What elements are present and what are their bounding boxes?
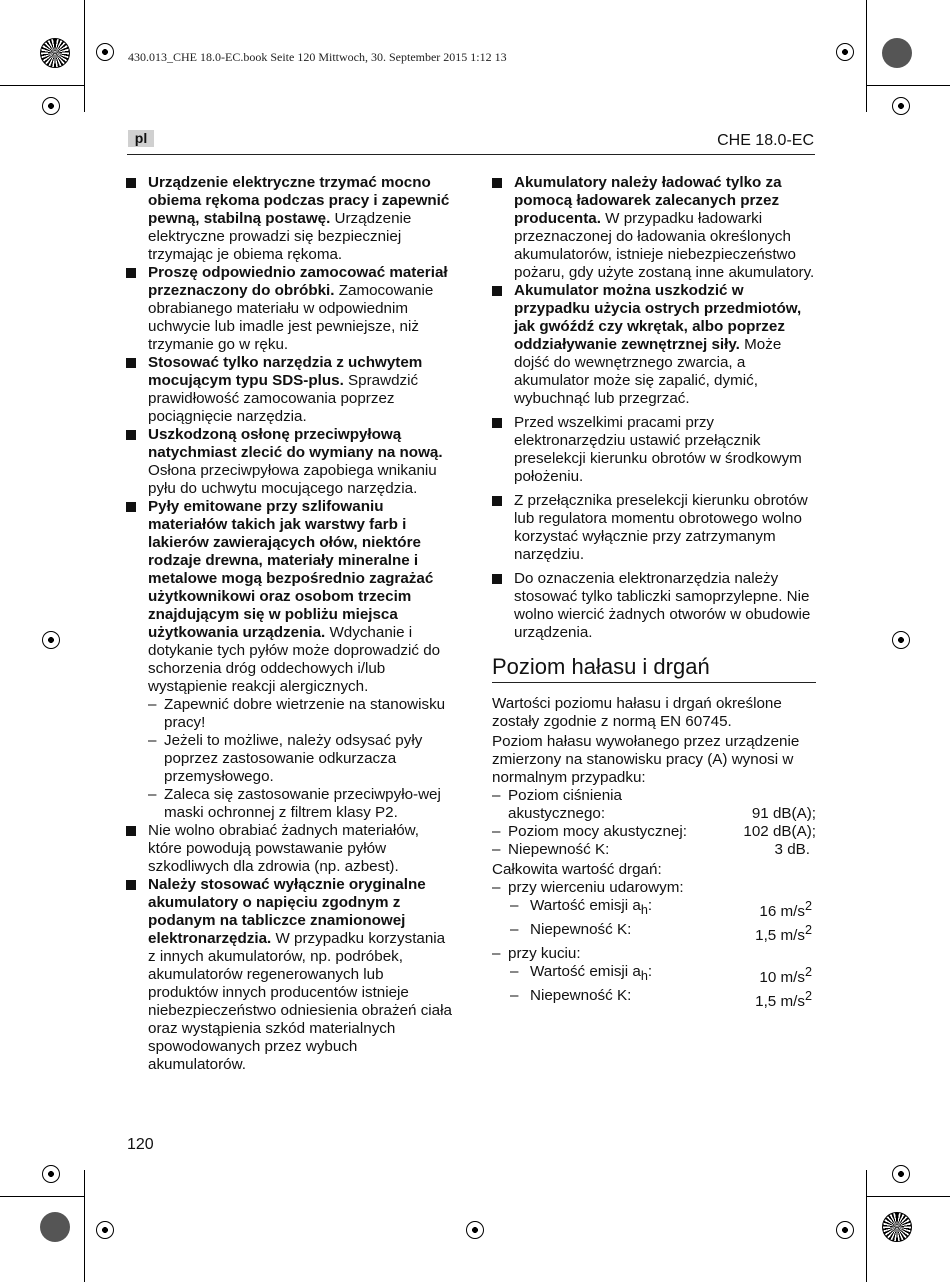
safety-item-title: Akumulatory należy ładować tylko za pomocą ładowarek zalecanych przez producenta. [514, 174, 782, 227]
language-badge: pl [128, 130, 154, 147]
safety-item-text: Nie wolno obrabiać żadnych materiałów, które powodują powstawanie pyłów szkodliwych dla zdrowia (np. azbest). [148, 822, 419, 875]
safety-item-title: Uszkodzoną osłonę przeciwpyłową natychmiast zlecić do wymiany na nową. [148, 426, 443, 461]
crosshair-icon [892, 631, 910, 649]
safety-item-title: Urządzenie elektryczne trzymać mocno obiema rękoma podczas pracy i zapewnić pewną, stabilną postawę. [148, 174, 450, 227]
dash-marker: – [148, 786, 157, 803]
safety-item-text: Może dojść do wewnętrznego zwarcia, a akumulator może się zapalić, dymić, wybuchnąć lub przegrzać. [514, 336, 782, 407]
safety-item [492, 174, 816, 282]
safety-item-text: Z przełącznika preselekcji kierunku obrotów lub regulatora momentu obrotowego wolno korzystać wyłącznie przy zatrzymanym narzędziu. [514, 492, 808, 563]
noise-value: 3 dB. [774, 841, 810, 858]
section-heading: Poziom hałasu i drgań [492, 658, 816, 683]
dash-marker: – [492, 787, 501, 804]
crosshair-icon [42, 97, 60, 115]
vibration-row [492, 921, 816, 945]
print-header: 430.013_CHE 18.0-EC.book Seite 120 Mittwoch, 30. September 2015 1:12 13 [128, 50, 507, 64]
bullet-square-icon [126, 502, 136, 512]
vibration-row [492, 987, 816, 1011]
dash-marker: – [510, 897, 519, 914]
noise-row [492, 787, 816, 823]
value-text: 16 m/s [759, 903, 805, 921]
vibration-label-text: Wartość emisji a [530, 963, 641, 981]
vibration-group-label: przy kuciu: [508, 945, 581, 963]
safety-item-text: W przypadku korzystania z innych akumulatorów, np. podróbek, akumulatorów regenerowanych lub produktów innych producentów istnieje niebezpieczeństwo odniesienia obrażeń ciała oraz wystąpienia szkód materialnych spowodowanych przez wybuch akumulatorów. [148, 930, 452, 1073]
bullet-square-icon [492, 418, 502, 428]
safety-item [126, 264, 452, 354]
bullet-square-icon [126, 358, 136, 368]
crop-line [84, 1170, 85, 1282]
safety-item-text: Do oznaczenia elektronarzędzia należy stosować tylko tabliczki samoprzylepne. Nie wolno wiercić żadnych otworów w obudowie urządzenia. [514, 570, 811, 641]
safety-item-text: Sprawdzić prawidłowość zamocowania poprzez pociągnięcie narzędzia. [148, 372, 419, 425]
value-text: 1,5 m/s [755, 927, 805, 945]
colon: : [647, 963, 653, 981]
bullet-square-icon [126, 880, 136, 890]
safety-item-title: Pyły emitowane przy szlifowaniu materiałów takich jak warstwy farb i lakierów zawierających ołów, niektóre rodzaje drewna, materiały mineralne i metalowe mogą bezpośrednio zagrażać użytkownikowi oraz osobom trzecim znajdującym się w pobliżu miejsca użytkowania urządzenia. [148, 498, 434, 641]
vibration-label [530, 897, 652, 921]
page-number: 120 [127, 1136, 154, 1153]
crop-line [866, 0, 867, 112]
safety-item-text: Urządzenie elektryczne prowadzi się bezpieczniej trzymając je obiema rękoma. [148, 210, 412, 263]
bullet-square-icon [492, 178, 502, 188]
value-text: 10 m/s [759, 969, 805, 987]
safety-item [126, 822, 452, 876]
list-item [148, 696, 452, 732]
crosshair-icon [836, 1221, 854, 1239]
bullet-square-icon [492, 574, 502, 584]
dash-marker: – [510, 921, 519, 939]
safety-item [126, 876, 452, 1074]
vibration-group [492, 879, 816, 897]
crosshair-icon [892, 1165, 910, 1183]
bullet-square-icon [492, 286, 502, 296]
noise-row-content [508, 823, 816, 841]
subscript: h [640, 903, 648, 918]
crosshair-icon [96, 43, 114, 61]
crop-line [84, 0, 85, 112]
crosshair-icon [42, 1165, 60, 1183]
subscript: h [640, 969, 648, 984]
safety-item [126, 354, 452, 426]
list-item-text: Zaleca się zastosowanie przeciwpyło-wej maski ochronnej z filtrem klasy P2. [164, 786, 441, 821]
crop-line [0, 1196, 84, 1197]
safety-item [126, 174, 452, 264]
bullet-square-icon [126, 268, 136, 278]
dash-marker: – [492, 841, 501, 858]
noise-row [492, 841, 816, 859]
dust-measures-list [148, 696, 452, 822]
crosshair-icon [836, 43, 854, 61]
list-item-text: Jeżeli to możliwe, należy odsysać pyły poprzez zastosowanie odkurzacza przemysłowego. [164, 732, 423, 785]
header-rule [127, 154, 815, 155]
dash-marker: – [492, 945, 501, 963]
safety-item [492, 282, 816, 408]
paragraph: Wartości poziomu hałasu i drgań określone zostały zgodnie z normą EN 60745. [492, 695, 782, 730]
paragraph: Poziom hałasu wywołanego przez urządzenie zmierzony na stanowisku pracy (A) wynosi w normalnym przypadku: [492, 733, 800, 786]
safety-item-title: Należy stosować wyłącznie oryginalne akumulatory o napięciu zgodnym z podanym na tabliczce znamionowej elektronarzędzia. [148, 876, 426, 947]
superscript: 2 [804, 965, 812, 980]
noise-label: Niepewność K: [508, 841, 610, 858]
dash-marker: – [510, 987, 519, 1005]
superscript: 2 [804, 899, 812, 913]
bullet-square-icon [126, 178, 136, 188]
safety-item-title: Akumulator można uszkodzić w przypadku użycia ostrych przedmiotów, jak gwóźdź czy wkrętak, albo poprzez oddziaływanie zewnętrznej siły. [514, 282, 802, 353]
safety-item-text: W przypadku ładowarki przeznaczonej do ładowania określonych akumulatorów, istnieje niebezpieczeństwo pożaru, gdy użyte zostaną inne akumulatory. [514, 210, 815, 281]
vibration-row [492, 963, 816, 987]
crop-line [0, 85, 84, 86]
vibration-label [530, 963, 652, 987]
safety-item [492, 414, 816, 486]
bullet-square-icon [126, 826, 136, 836]
safety-item-text: Przed wszelkimi pracami przy elektronarzędziu ustawić przełącznik preselekcji kierunku obrotów w środkowym położeniu. [514, 414, 802, 485]
vibration-group [492, 945, 816, 963]
crop-line [866, 85, 950, 86]
dash-marker: – [510, 963, 519, 981]
vibration-row-content [530, 921, 816, 945]
vibration-row-content [530, 963, 816, 987]
list-item-text: Zapewnić dobre wietrzenie na stanowisku pracy! [164, 696, 446, 731]
safety-item-text: Wdychanie i dotykanie tych pyłów może doprowadzić do schorzenia dróg oddechowych i/lub wystąpienie reakcji alergicznych. [148, 624, 441, 695]
vibration-value [755, 987, 812, 1011]
noise-row-content [508, 787, 816, 823]
model-name: CHE 18.0-EC [717, 132, 814, 149]
registration-dot-icon [40, 1212, 70, 1242]
safety-item-title: Proszę odpowiednio zamocować materiał przeznaczony do obróbki. [148, 264, 448, 299]
superscript: 2 [804, 923, 812, 938]
list-item [148, 732, 452, 786]
dash-marker: – [492, 879, 501, 896]
noise-row [492, 823, 816, 841]
safety-item [126, 426, 452, 498]
vibration-value [755, 921, 812, 945]
vibration-value [759, 963, 812, 987]
safety-item-title: Stosować tylko narzędzia z uchwytem mocującym typu SDS-plus. [148, 354, 423, 389]
vibration-value [759, 897, 812, 921]
dash-marker: – [148, 696, 157, 713]
registration-star-icon [40, 38, 70, 68]
vibration-group-label: przy wierceniu udarowym: [508, 879, 684, 896]
vibration-row-content [530, 987, 816, 1011]
safety-item [126, 498, 452, 696]
registration-star-icon [882, 1212, 912, 1242]
colon: : [647, 897, 653, 914]
safety-item [492, 570, 816, 642]
bullet-square-icon [126, 430, 136, 440]
paragraph: Całkowita wartość drgań: [492, 861, 662, 878]
dash-marker: – [492, 823, 501, 840]
dash-marker: – [148, 732, 157, 749]
crop-line [866, 1170, 867, 1282]
crosshair-icon [96, 1221, 114, 1239]
noise-label: Poziom mocy akustycznej: [508, 823, 687, 840]
vibration-label: Niepewność K: [530, 921, 632, 939]
crosshair-icon [466, 1221, 484, 1239]
vibration-row [492, 897, 816, 921]
right-column [492, 174, 816, 1011]
registration-dot-icon [882, 38, 912, 68]
vibration-label-text: Wartość emisji a [530, 897, 641, 914]
noise-value: 102 dB(A); [743, 823, 816, 840]
noise-value: 91 dB(A); [751, 805, 816, 822]
bullet-square-icon [492, 496, 502, 506]
vibration-label: Niepewność K: [530, 987, 632, 1005]
crop-line [866, 1196, 950, 1197]
left-column [126, 174, 452, 1074]
safety-item-text: Osłona przeciwpyłowa zapobiega wnikaniu pyłu do uchwytu mocującego narzędzia. [148, 462, 437, 497]
crosshair-icon [892, 97, 910, 115]
noise-label: Poziom ciśnienia akustycznego: [508, 787, 622, 822]
safety-item-text: Zamocowanie obrabianego materiału w odpowiednim uchwycie lub imadle jest pewniejsze, niż trzymanie go w ręku. [148, 282, 434, 353]
safety-item [492, 492, 816, 564]
vibration-row-content [530, 897, 816, 921]
list-item [148, 786, 452, 822]
crosshair-icon [42, 631, 60, 649]
noise-row-content [508, 841, 816, 859]
value-text: 1,5 m/s [755, 993, 805, 1011]
superscript: 2 [804, 989, 812, 1004]
